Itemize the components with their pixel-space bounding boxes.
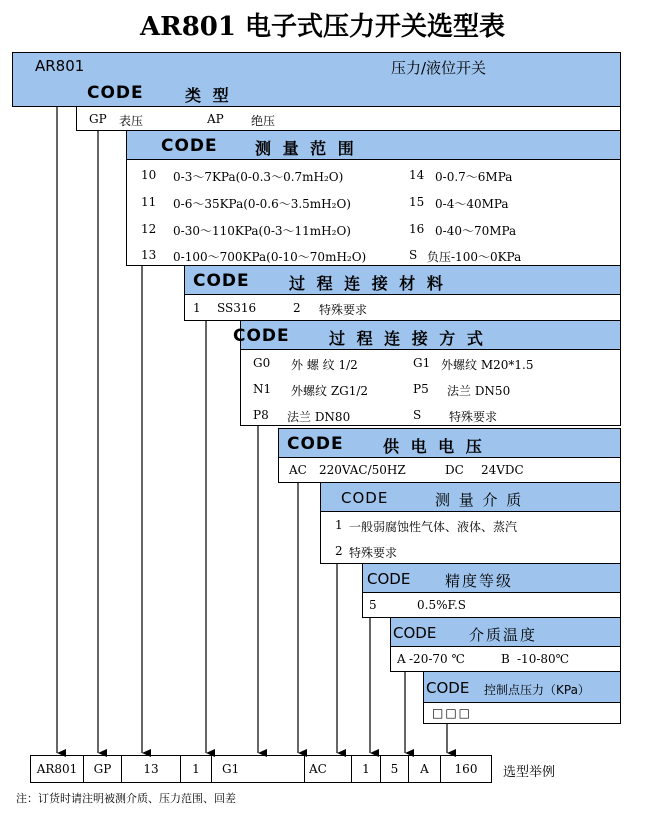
type-gp-code: GP [89,112,107,126]
type-ap-code: AP [207,112,224,126]
setpoint-value: □□□ [432,706,473,720]
material-item-2-label: 特殊要求 [319,303,368,317]
material-item-1-code: 1 [193,301,201,315]
medium-item-1-code: 1 [335,518,343,532]
accuracy-item-5-label: 0.5%F.S [417,598,466,612]
setpoint-code-label: CODE [426,679,470,697]
example-cell-range: 13 [122,756,181,782]
model-desc: 压力/液位开关 [391,59,487,77]
connection-code-label: CODE [233,326,290,346]
example-cell-material: 1 [181,756,212,782]
connection-p8-code: P8 [253,408,269,422]
type-ap-label: 绝压 [251,114,276,128]
setpoint-title: 控制点压力（KPa） [484,683,590,697]
range-item-13-code: 13 [141,248,157,262]
range-item-11-code: 11 [141,195,157,209]
range-code-label: CODE [161,136,218,156]
type-gp-label: 表压 [119,114,144,128]
page-title: AR801 电子式压力开关选型表 [139,12,506,42]
example-cell-medium: 1 [352,756,381,782]
connection-title: 过 程 连 接 方 式 [329,329,486,348]
example-cell-power: AC [305,756,352,782]
range-item-s-code: S [409,248,418,262]
range-item-15-label: 0-4～40MPa [435,197,509,211]
accuracy-item-5-code: 5 [369,598,377,612]
material-code-label: CODE [193,271,250,291]
range-item-11-label: 0-6～35KPa(0-0.6～3.5mH₂O) [173,197,351,211]
temperature-title: 介质温度 [469,626,538,644]
connection-n1-label: 外螺纹 ZG1/2 [291,384,369,398]
connection-p5-label: 法兰 DN50 [447,384,511,398]
material-item-1-label: SS316 [217,301,257,315]
range-item-s-label: 负压-100～0KPa [427,250,522,264]
temperature-item-a-code: A [397,652,406,666]
footnote: 注：订货时请注明被测介质、压力范围、回差 [16,792,236,805]
example-cell-connection: G1 [212,756,305,782]
medium-item-2-code: 2 [335,544,343,558]
example-cell-temperature: A [409,756,441,782]
connection-g1-code: G1 [413,356,431,370]
material-title: 过 程 连 接 材 料 [289,274,446,293]
power-code-label: CODE [287,434,344,454]
example-row [30,755,492,783]
type-title: 类 型 [185,86,232,105]
material-item-2-code: 2 [293,301,301,315]
example-cell-model: AR801 [31,756,84,782]
power-dc-label: 24VDC [481,463,524,477]
medium-code-label: CODE [341,489,389,507]
example-cell-type: GP [84,756,122,782]
medium-title: 测 量 介 质 [435,491,524,509]
connection-s-code: S [413,408,422,422]
connection-p5-code: P5 [413,382,429,396]
example-label: 选型举例 [503,765,556,780]
type-code-label: CODE [87,83,144,103]
accuracy-code-label: CODE [367,570,411,588]
range-item-10-code: 10 [141,168,157,182]
example-cell-accuracy: 5 [381,756,409,782]
power-title: 供 电 电 压 [383,437,485,456]
range-item-15-code: 15 [409,195,425,209]
temperature-code-label: CODE [393,624,437,642]
connection-p8-label: 法兰 DN80 [287,410,351,424]
connection-g0-label: 外 螺 纹 1/2 [291,358,358,372]
temperature-item-b-label: -10-80℃ [517,652,570,666]
medium-item-2-label: 特殊要求 [349,546,398,560]
connection-g1-label: 外螺纹 M20*1.5 [441,358,534,372]
range-item-13-label: 0-100～700KPa(0-10～70mH₂O) [173,250,367,264]
connection-g0-code: G0 [253,356,271,370]
range-item-10-label: 0-3～7KPa(0-0.3～0.7mH₂O) [173,170,344,184]
range-item-12-label: 0-30～110KPa(0-3～11mH₂O) [173,224,351,238]
range-title: 测 量 范 围 [255,139,357,158]
connection-s-label: 特殊要求 [449,410,498,424]
model-code: AR801 [35,57,85,75]
connection-n1-code: N1 [253,382,272,396]
example-cell-setpoint: 160 [454,762,478,776]
power-dc-code: DC [445,463,464,477]
temperature-item-a-label: -20-70 ℃ [409,652,465,666]
range-item-16-code: 16 [409,222,425,236]
power-ac-label: 220VAC/50HZ [319,463,406,477]
power-ac-code: AC [289,463,307,477]
range-item-12-code: 12 [141,222,157,236]
range-item-16-label: 0-40～70MPa [435,224,517,238]
temperature-item-b-code: B [501,652,510,666]
range-item-14-code: 14 [409,168,425,182]
medium-item-1-label: 一般弱腐蚀性气体、液体、蒸汽 [349,520,518,534]
range-item-14-label: 0-0.7～6MPa [435,170,513,184]
accuracy-title: 精度等级 [445,572,514,590]
